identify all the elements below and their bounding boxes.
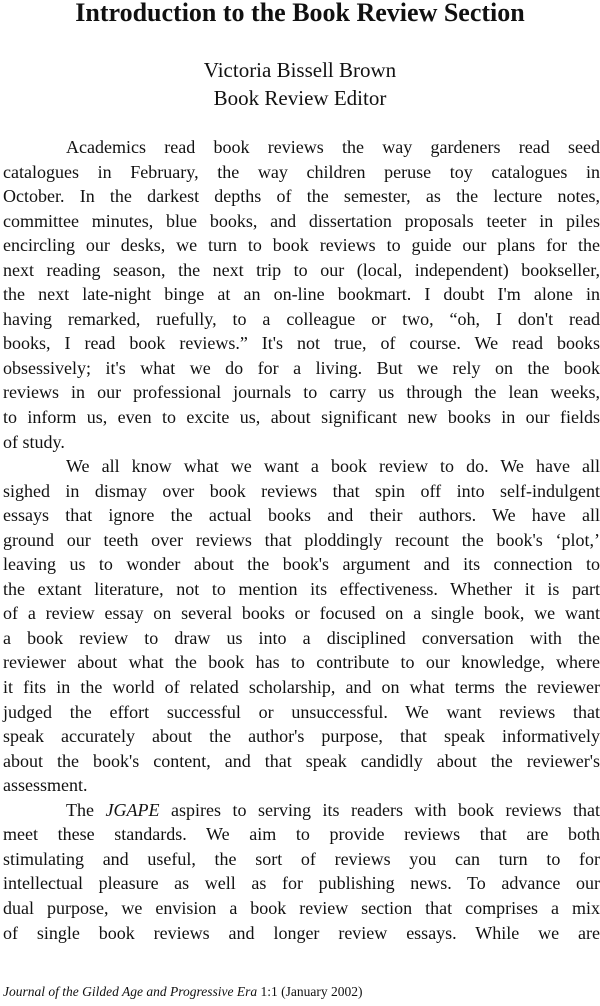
body-line: October. In the darkest depths of the semester, as the lecture notes, — [3, 186, 600, 207]
body-line: of single book reviews and longer review essays. While we are — [3, 922, 600, 943]
body-line: the extant literature, not to mention its effectiveness. Whether it is part — [3, 578, 600, 599]
body-line: about the book's content, and that speak candidly about the reviewer's — [3, 750, 600, 771]
body-line: reviews in our professional journals to carry us through the lean weeks, — [3, 382, 600, 403]
journal-footer — [3, 983, 362, 1001]
body-line: sighed in dismay over book reviews that spin off into self-indulgent — [3, 480, 600, 501]
body-line: Academics read book reviews the way gardeners read seed — [66, 137, 600, 157]
author-name: Victoria Bissell Brown — [203, 58, 397, 82]
body-line: meet these standards. We aim to provide reviews that are both — [3, 824, 600, 845]
body-line-text: aspires to serving its readers with book reviews that — [171, 799, 600, 820]
body-line: dual purpose, we envision a book review section that comprises a mix — [3, 897, 600, 918]
body-line: obsessively; it's what we do for a living. But we rely on the book — [3, 357, 600, 378]
body-line: catalogues in February, the way children peruse toy catalogues in — [3, 161, 600, 182]
journal-issue: 1:1 (January 2002) — [257, 984, 363, 999]
body-line: essays that ignore the actual books and their authors. We have all — [3, 505, 600, 526]
body-line: stimulating and useful, the sort of reviews you can turn to for — [3, 848, 600, 869]
body-line: the next late-night binge at an on-line bookmart. I doubt I'm alone in — [3, 284, 600, 305]
body-line: next reading season, the next trip to our (local, independent) bookseller, — [3, 259, 600, 280]
body-line: judged the effort successful or unsuccessful. We want reviews that — [3, 701, 600, 722]
body-line: committee minutes, blue books, and dissertation proposals teeter in piles — [3, 210, 600, 231]
body-line: ground our teeth over reviews that ploddingly recount the book's ‘plot,’ — [3, 529, 600, 550]
article-title: Introduction to the Book Review Section — [75, 0, 525, 27]
journal-name: Journal of the Gilded Age and Progressive Era — [3, 984, 258, 999]
body-line: of study. — [3, 431, 65, 452]
body-line: of a review essay on several books or focused on a single book, we want — [3, 603, 600, 624]
article-body — [3, 135, 600, 945]
body-line: leaving us to wonder about the book's argument and its connection to — [3, 554, 600, 575]
body-line: it fits in the world of related scholarship, and on what terms the reviewer — [3, 677, 600, 698]
body-line: reviewer about what the book has to contribute to our knowledge, where — [3, 652, 600, 673]
body-line: speak accurately about the author's purpose, that speak informatively — [3, 726, 600, 747]
body-line: to inform us, even to excite us, about significant new books in our fields — [3, 407, 600, 428]
body-line: having remarked, ruefully, to a colleague or two, “oh, I don't read — [3, 308, 600, 329]
journal-prefix: The — [66, 799, 106, 820]
body-line: We all know what we want a book review to do. We have all — [66, 456, 600, 477]
body-line: books, I read book reviews.” It's not true, of course. We read books — [3, 333, 600, 354]
journal-abbreviation: JGAPE — [105, 799, 160, 820]
body-line — [3, 798, 600, 823]
author-role: Book Review Editor — [213, 86, 387, 110]
body-line: a book review to draw us into a disciplined conversation with the — [3, 627, 600, 648]
body-line: assessment. — [3, 775, 88, 796]
body-line: intellectual pleasure as well as for publishing news. To advance our — [3, 873, 600, 894]
body-line: encircling our desks, we turn to book reviews to guide our plans for the — [3, 235, 600, 256]
